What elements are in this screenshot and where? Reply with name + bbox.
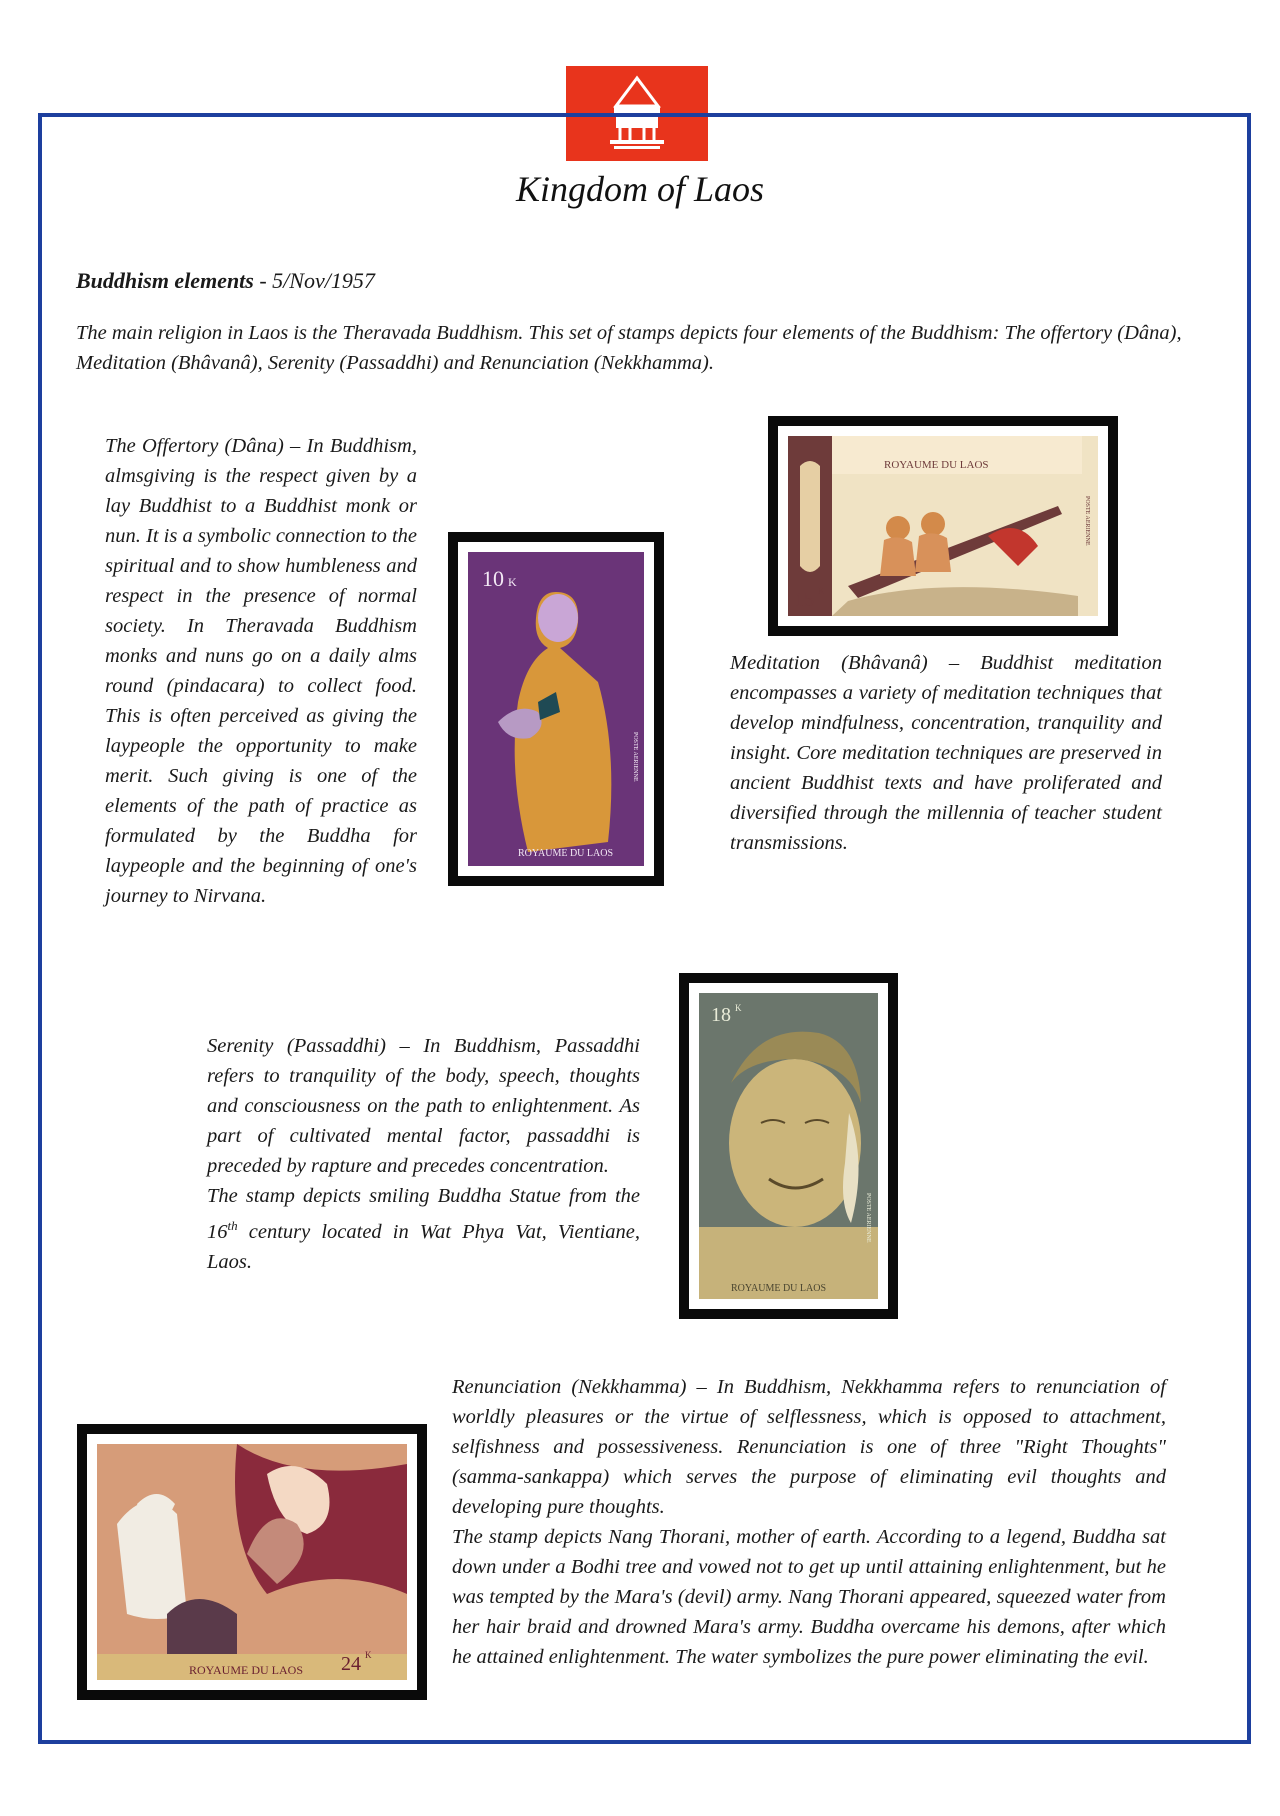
meditation-stamp-country: ROYAUME DU LAOS (884, 459, 989, 471)
meditation-stamp-value: 15 (794, 589, 814, 611)
renunciation-paragraph-2: The stamp depicts Nang Thorani, mother of earth. According to a legend, Buddha sat down under a Bodhi tree and vowed not to get up until attaining enlightenment, but he was tempted by the Mara's (devil) army. Nang Thorani appeared, squeezed water from her hair braid and drowned Mara's army. Buddha overcame his demons, after which he attained enlightenment. The water symbolizes the pure power eliminating the evil. (452, 1526, 1166, 1668)
serenity-paragraph-2 (207, 1181, 640, 1277)
renunciation-stamp-country: ROYAUME DU LAOS (189, 1663, 304, 1677)
serenity-paragraph-2-end: century located in Wat Phya Vat, Vientiane, Laos. (207, 1220, 640, 1273)
meditation-stamp-image (788, 436, 1098, 616)
renunciation-paragraph-1: Renunciation (Nekkhamma) – In Buddhism, Nekkhamma refers to renunciation of worldly pleasures or the virtue of selflessness, which is opposed to attachment, selfishness and possessiveness. Renunciation is one of three "Right Thoughts" (samma-sankappa) which serves the purpose of eliminating evil thoughts and developing pure thoughts. (452, 1376, 1166, 1518)
stamp-meditation (768, 416, 1118, 636)
stamp-offertory (448, 532, 664, 886)
offertory-stamp-airmail: POSTE AERIENNE (632, 732, 638, 782)
serenity-stamp-unit: K (735, 1003, 742, 1013)
stamp-renunciation (77, 1424, 427, 1700)
meditation-stamp-airmail: POSTE AERIENNE (1084, 496, 1090, 546)
serenity-paragraph-2-start: The stamp depicts smiling Buddha Statue from the 16 (207, 1185, 640, 1243)
serenity-stamp-country: ROYAUME DU LAOS (731, 1283, 827, 1294)
page-title: Kingdom of Laos (515, 169, 765, 209)
serenity-paragraph-1: Serenity (Passaddhi) – In Buddhism, Passaddhi refers to tranquility of the body, speech, thoughts and consciousness on the path to enlightenment. As part of cultivated mental factor, passaddhi is preceded by rapture and precedes concentration. (207, 1035, 640, 1177)
meditation-description: Meditation (Bhâvanâ) – Buddhist meditation encompasses a variety of meditation techniques that develop mindfulness, concentration, tranquility and insight. Core meditation techniques are preserved in ancient Buddhist texts and have proliferated and diversified through the millennia of teacher student transmissions. (730, 652, 1162, 854)
offertory-stamp-value: 10 (482, 566, 504, 591)
set-title (76, 268, 375, 294)
serenity-stamp-image (699, 993, 878, 1299)
renunciation-description (452, 1372, 1166, 1672)
renunciation-stamp-unit: K (365, 1650, 372, 1660)
offertory-stamp-country: ROYAUME DU LAOS (518, 848, 614, 859)
serenity-stamp-value: 18 (711, 1004, 731, 1026)
offertory-stamp-image (468, 552, 644, 866)
offertory-stamp-unit: K (508, 575, 517, 589)
stamp-serenity (679, 973, 898, 1319)
intro-paragraph: The main religion in Laos is the Theravada Buddhism. This set of stamps depicts four elements of the Buddhism: The offertory (Dâna), Meditation (Bhâvanâ), Serenity (Passaddhi) and Renunciation (Nekkhamma). (76, 322, 1182, 374)
serenity-stamp-airmail: POSTE AERIENNE (865, 1193, 871, 1243)
set-name: Buddhism elements (76, 268, 254, 293)
serenity-century-suffix: th (227, 1218, 238, 1233)
renunciation-stamp-image (97, 1444, 407, 1680)
set-date: - 5/Nov/1957 (259, 268, 375, 293)
serenity-description (207, 1031, 640, 1277)
offertory-description: The Offertory (Dâna) – In Buddhism, almsgiving is the respect given by a lay Buddhist to a Buddhist monk or nun. It is a symbolic connection to the spiritual and to show humbleness and respect in the presence of normal society. In Theravada Buddhism monks and nuns go on a daily alms round (pindacara) to collect food. This is often perceived as giving the laypeople the opportunity to make merit. Such giving is one of the elements of the path of practice as formulated by the Buddha for laypeople and the beginning of one's journey to Nirvana. (105, 435, 417, 907)
meditation-stamp-unit: K (818, 586, 825, 596)
renunciation-stamp-value: 24 (341, 1653, 361, 1675)
